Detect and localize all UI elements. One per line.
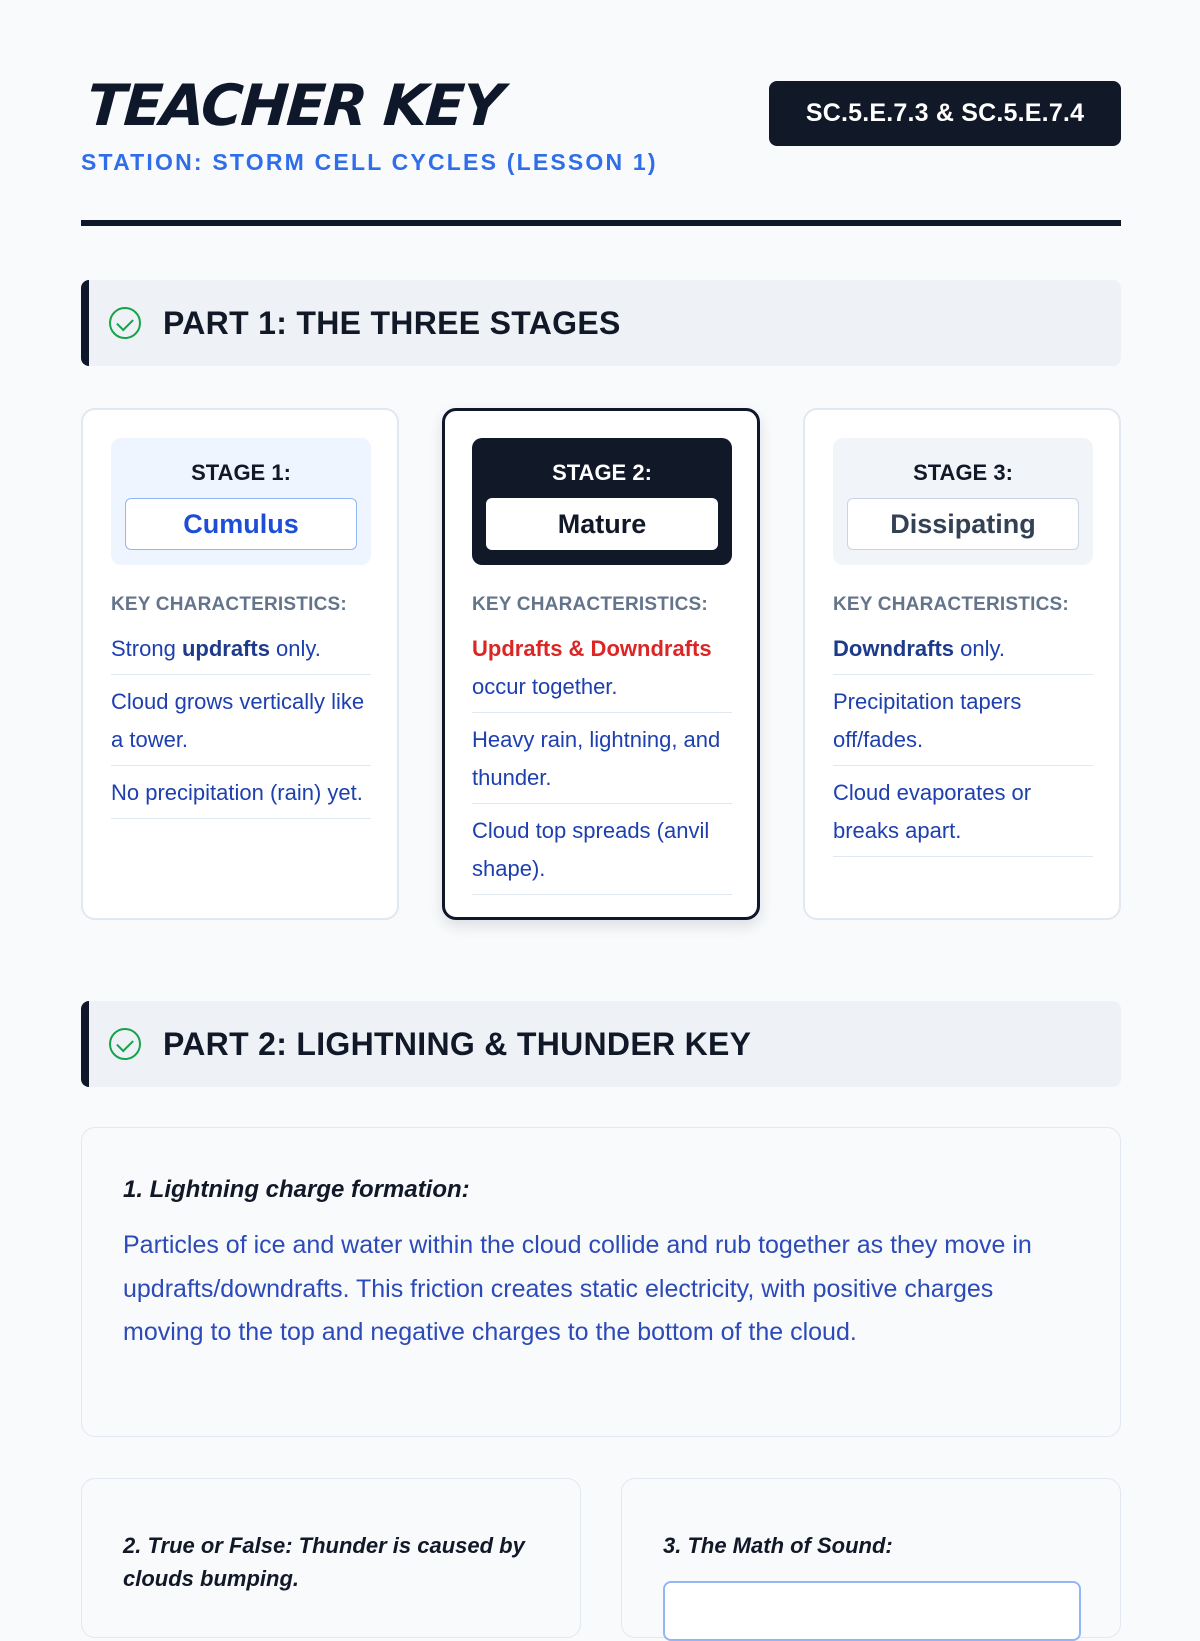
stage-label: STAGE 2: — [552, 460, 652, 485]
list-item: Precipitation tapers off/fades. — [833, 683, 1093, 766]
worksheet-page — [81, 0, 1121, 1600]
list-item: Updrafts & Downdrafts occur together. — [472, 630, 732, 713]
q3-box — [621, 1478, 1121, 1638]
characteristics-list — [833, 630, 1093, 865]
stage-label: STAGE 1: — [191, 460, 291, 485]
check-circle-icon — [109, 307, 141, 339]
part2-header — [81, 1001, 1121, 1087]
q2-box — [81, 1478, 581, 1638]
stage-header — [472, 438, 732, 565]
keyword: updrafts — [181, 636, 270, 661]
page-title: TEACHER KEY — [84, 73, 505, 139]
check-circle-icon — [109, 1028, 141, 1060]
q3-answer-field[interactable] — [663, 1581, 1081, 1641]
q1-answer: Particles of ice and water within the cloud collide and rub together as they move in updrafts/downdrafts. This friction creates static electricity, with positive charges moving to the top and negative charges to the bottom of the cloud. — [123, 1231, 1032, 1346]
stage-header — [833, 438, 1093, 565]
stage-name-field[interactable]: Dissipating — [847, 498, 1079, 550]
list-item: Cloud top spreads (anvil shape). — [472, 812, 732, 895]
list-item: No precipitation (rain) yet. — [111, 774, 371, 819]
q2-title: 2. True or False: Thunder is caused by clouds bumping. — [123, 1533, 525, 1591]
list-item: Cloud grows vertically like a tower. — [111, 683, 371, 766]
stage-name-field[interactable]: Cumulus — [125, 498, 357, 550]
part1-header — [81, 280, 1121, 366]
stage-label: STAGE 3: — [913, 460, 1013, 485]
characteristics-label: KEY CHARACTERISTICS: — [472, 594, 708, 615]
part1-title: PART 1: THE THREE STAGES — [163, 304, 621, 341]
list-item: Cloud evaporates or breaks apart. — [833, 774, 1093, 857]
list-item: Downdrafts only. — [833, 630, 1093, 675]
station-subtitle: STATION: STORM CELL CYCLES (LESSON 1) — [81, 149, 658, 175]
keyword: Updrafts & Downdrafts — [472, 636, 712, 661]
characteristics-list — [472, 630, 732, 903]
characteristics-list — [111, 630, 371, 827]
stage-card-cumulus — [81, 408, 399, 920]
standards-badge: SC.5.E.7.3 & SC.5.E.7.4 — [769, 81, 1121, 146]
stage-card-dissipating — [803, 408, 1121, 920]
stage-card-mature — [442, 408, 760, 920]
q1-title: 1. Lightning charge formation: — [123, 1176, 470, 1203]
keyword: Downdrafts — [833, 636, 954, 661]
stage-header — [111, 438, 371, 565]
stage-name-field[interactable]: Mature — [486, 498, 718, 550]
part2-title: PART 2: LIGHTNING & THUNDER KEY — [163, 1025, 752, 1062]
list-item: Strong updrafts only. — [111, 630, 371, 675]
list-item: Heavy rain, lightning, and thunder. — [472, 721, 732, 804]
header-divider — [81, 220, 1121, 226]
characteristics-label: KEY CHARACTERISTICS: — [111, 594, 347, 615]
q1-answer-box — [81, 1127, 1121, 1437]
characteristics-label: KEY CHARACTERISTICS: — [833, 594, 1069, 615]
q3-title: 3. The Math of Sound: — [663, 1533, 893, 1558]
